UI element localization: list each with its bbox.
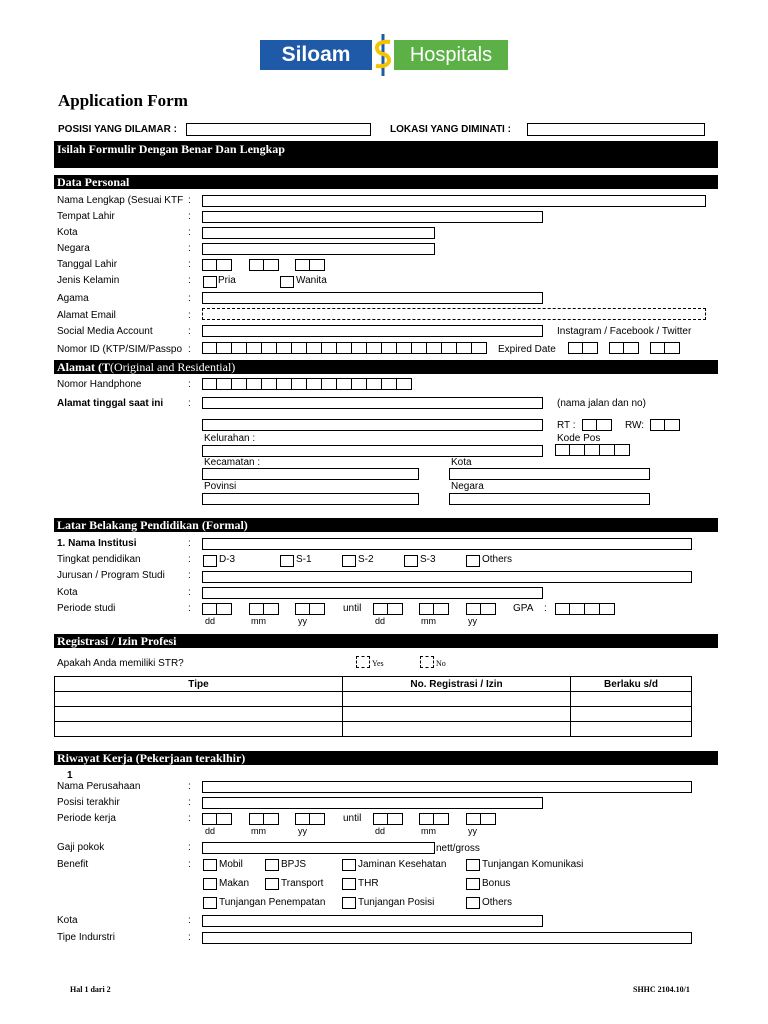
tipe-industri-input[interactable] bbox=[202, 932, 692, 944]
jenis-kelamin-label: Jenis Kelamin bbox=[57, 275, 120, 286]
benefit-thr-label: THR bbox=[358, 878, 379, 889]
dd-label: dd bbox=[375, 826, 386, 836]
posisi-input[interactable] bbox=[186, 123, 371, 136]
alamat-kota-label: Kota bbox=[451, 457, 472, 468]
expired-yy[interactable] bbox=[650, 342, 680, 354]
logo-left-block bbox=[260, 40, 372, 70]
negara-label: Negara bbox=[57, 243, 90, 254]
jurusan-label: Jurusan / Program Studi bbox=[57, 570, 165, 581]
colon: : bbox=[188, 538, 191, 549]
tanggal-lahir-mm[interactable] bbox=[249, 259, 279, 271]
kerja-start-yy[interactable] bbox=[295, 813, 325, 825]
pendidikan-kota-label: Kota bbox=[57, 587, 78, 598]
tempat-lahir-input[interactable] bbox=[202, 211, 543, 223]
colon: : bbox=[188, 293, 191, 304]
kota-input[interactable] bbox=[202, 227, 435, 239]
table-cell[interactable] bbox=[55, 722, 343, 737]
tanggal-lahir-yy[interactable] bbox=[295, 259, 325, 271]
colon: : bbox=[188, 797, 191, 808]
d3-label: D-3 bbox=[219, 554, 236, 565]
str-no-checkbox[interactable] bbox=[420, 656, 434, 668]
pria-checkbox[interactable] bbox=[203, 276, 217, 288]
kerja-start-dd[interactable] bbox=[202, 813, 232, 825]
benefit-makan-label: Makan bbox=[219, 878, 250, 889]
kerja-end-yy[interactable] bbox=[466, 813, 496, 825]
benefit-penempatan-checkbox[interactable] bbox=[203, 897, 217, 909]
colon: : bbox=[188, 344, 191, 355]
kerja-number: 1 bbox=[67, 770, 73, 781]
social-hint: Instagram / Facebook / Twitter bbox=[557, 326, 692, 337]
colon: : bbox=[188, 554, 191, 565]
s3-label: S-3 bbox=[420, 554, 436, 565]
nama-input[interactable] bbox=[202, 195, 706, 207]
colon: : bbox=[188, 195, 191, 206]
rt-cells[interactable] bbox=[582, 419, 612, 431]
table-header-tipe: Tipe bbox=[55, 677, 343, 692]
table-cell[interactable] bbox=[343, 722, 571, 737]
colon: : bbox=[188, 398, 191, 409]
nomor-id-label: Nomor ID (KTP/SIM/Passpo bbox=[57, 344, 183, 355]
colon: : bbox=[188, 587, 191, 598]
s3-checkbox[interactable] bbox=[404, 555, 418, 567]
benefit-komunikasi-label: Tunjangan Komunikasi bbox=[482, 859, 584, 870]
nomor-id-cells[interactable] bbox=[202, 342, 487, 354]
benefit-bpjs-label: BPJS bbox=[281, 859, 307, 870]
yy-label: yy bbox=[468, 826, 477, 836]
table-header-no-registrasi: No. Registrasi / Izin bbox=[343, 677, 571, 692]
kerja-end-mm[interactable] bbox=[419, 813, 449, 825]
logo-left-text: Siloam bbox=[281, 43, 351, 66]
studi-start-mm[interactable] bbox=[249, 603, 279, 615]
table-cell[interactable] bbox=[571, 692, 692, 707]
kodepos-label: Kode Pos bbox=[557, 433, 601, 444]
jalan-hint: (nama jalan dan no) bbox=[557, 398, 646, 409]
alamat-negara-label: Negara bbox=[451, 481, 484, 492]
str-question: Apakah Anda memiliki STR? bbox=[57, 658, 184, 669]
tingkat-label: Tingkat pendidikan bbox=[57, 554, 141, 565]
mm-label: mm bbox=[251, 616, 266, 626]
table-row bbox=[55, 722, 692, 737]
studi-start-dd[interactable] bbox=[202, 603, 232, 615]
rw-cells[interactable] bbox=[650, 419, 680, 431]
others-checkbox[interactable] bbox=[466, 555, 480, 567]
until-label: until bbox=[343, 603, 362, 614]
benefit-makan-checkbox[interactable] bbox=[203, 878, 217, 890]
benefit-thr-checkbox[interactable] bbox=[342, 878, 356, 890]
section-registrasi: Registrasi / Izin Profesi bbox=[54, 634, 718, 648]
colon: : bbox=[188, 259, 191, 270]
agama-input[interactable] bbox=[202, 292, 543, 304]
yy-label: yy bbox=[468, 616, 477, 626]
registrasi-table bbox=[54, 676, 692, 737]
dd-label: dd bbox=[205, 616, 216, 626]
kodepos-cells[interactable] bbox=[555, 444, 630, 456]
perusahaan-input[interactable] bbox=[202, 781, 692, 793]
gaji-input[interactable] bbox=[202, 842, 435, 854]
table-cell[interactable] bbox=[343, 692, 571, 707]
table-cell[interactable] bbox=[571, 707, 692, 722]
alamat-tinggal-input[interactable] bbox=[202, 397, 543, 409]
expired-mm[interactable] bbox=[609, 342, 639, 354]
page-title: Application Form bbox=[58, 91, 188, 110]
table-cell[interactable] bbox=[343, 707, 571, 722]
instruction-text: Isilah Formulir Dengan Benar Dan Lengkap bbox=[57, 142, 285, 156]
colon: : bbox=[188, 859, 191, 870]
benefit-others-checkbox[interactable] bbox=[466, 897, 480, 909]
colon: : bbox=[188, 842, 191, 853]
table-row bbox=[55, 707, 692, 722]
section-data-personal: Data Personal bbox=[54, 175, 718, 189]
provinsi-input[interactable] bbox=[202, 493, 419, 505]
colon: : bbox=[188, 211, 191, 222]
email-label: Alamat Email bbox=[57, 310, 116, 321]
lokasi-label: LOKASI YANG DIMINATI : bbox=[390, 124, 511, 135]
email-input[interactable] bbox=[202, 308, 706, 320]
gaji-label: Gaji pokok bbox=[57, 842, 105, 853]
periode-kerja-label: Periode kerja bbox=[57, 813, 116, 824]
benefit-bonus-label: Bonus bbox=[482, 878, 511, 889]
social-label: Social Media Account bbox=[57, 326, 153, 337]
table-cell[interactable] bbox=[55, 707, 343, 722]
benefit-transport-label: Transport bbox=[281, 878, 324, 889]
handphone-label: Nomor Handphone bbox=[57, 379, 142, 390]
benefit-posisi-label: Tunjangan Posisi bbox=[358, 897, 435, 908]
studi-start-yy[interactable] bbox=[295, 603, 325, 615]
benefit-bpjs-checkbox[interactable] bbox=[265, 859, 279, 871]
d3-checkbox[interactable] bbox=[203, 555, 217, 567]
benefit-posisi-checkbox[interactable] bbox=[342, 897, 356, 909]
str-no-label: No bbox=[436, 659, 446, 668]
mm-label: mm bbox=[251, 826, 266, 836]
s2-checkbox[interactable] bbox=[342, 555, 356, 567]
benefit-label: Benefit bbox=[57, 859, 89, 870]
agama-label: Agama bbox=[57, 293, 89, 304]
lokasi-input[interactable] bbox=[527, 123, 705, 136]
posisi-terakhir-label: Posisi terakhir bbox=[57, 797, 120, 808]
kerja-until-label: until bbox=[343, 813, 362, 824]
expired-dd[interactable] bbox=[568, 342, 598, 354]
tipe-industri-label: Tipe Indurstri bbox=[57, 932, 115, 943]
colon: : bbox=[188, 932, 191, 943]
colon: : bbox=[188, 813, 191, 824]
alamat-tinggal-label: Alamat tinggal saat ini bbox=[57, 398, 164, 409]
posisi-terakhir-input[interactable] bbox=[202, 797, 543, 809]
siloam-logo bbox=[260, 40, 508, 70]
s1-checkbox[interactable] bbox=[280, 555, 294, 567]
s2-label: S-2 bbox=[358, 554, 374, 565]
benefit-mobil-label: Mobil bbox=[219, 859, 243, 870]
str-yes-label: Yes bbox=[372, 659, 384, 668]
benefit-others-label: Others bbox=[482, 897, 513, 908]
benefit-penempatan-label: Tunjangan Penempatan bbox=[219, 897, 326, 908]
perusahaan-label: Nama Perusahaan bbox=[57, 781, 141, 792]
benefit-transport-checkbox[interactable] bbox=[265, 878, 279, 890]
kecamatan-input[interactable] bbox=[202, 468, 419, 480]
pria-label: Pria bbox=[218, 275, 236, 286]
rw-label: RW: bbox=[625, 420, 645, 431]
table-header-berlaku: Berlaku s/d bbox=[571, 677, 692, 692]
gpa-label: GPA bbox=[513, 603, 534, 614]
benefit-mobil-checkbox[interactable] bbox=[203, 859, 217, 871]
colon: : bbox=[188, 275, 191, 286]
kelurahan-label: Kelurahan : bbox=[204, 433, 256, 444]
colon: : bbox=[188, 379, 191, 390]
kerja-kota-input[interactable] bbox=[202, 915, 543, 927]
tempat-lahir-label: Tempat Lahir bbox=[57, 211, 115, 222]
mm-label: mm bbox=[421, 826, 436, 836]
dd-label: dd bbox=[205, 826, 216, 836]
section-pendidikan: Latar Belakang Pendidikan (Formal) bbox=[54, 518, 718, 532]
rt-label: RT : bbox=[557, 420, 576, 431]
wanita-label: Wanita bbox=[296, 275, 327, 286]
tanggal-lahir-dd[interactable] bbox=[202, 259, 232, 271]
alamat-kota-input[interactable] bbox=[449, 468, 650, 480]
institusi-label: 1. Nama Institusi bbox=[57, 538, 137, 549]
posisi-label: POSISI YANG DILAMAR : bbox=[58, 124, 177, 135]
tanggal-lahir-label: Tanggal Lahir bbox=[57, 259, 118, 270]
table-cell[interactable] bbox=[55, 692, 343, 707]
others-label: Others bbox=[482, 554, 513, 565]
colon: : bbox=[188, 781, 191, 792]
studi-end-dd[interactable] bbox=[373, 603, 403, 615]
colon: : bbox=[188, 915, 191, 926]
kerja-start-mm[interactable] bbox=[249, 813, 279, 825]
colon: : bbox=[544, 603, 547, 614]
kota-label: Kota bbox=[57, 227, 78, 238]
pendidikan-kota-input[interactable] bbox=[202, 587, 543, 599]
periode-studi-label: Periode studi bbox=[57, 603, 116, 614]
benefit-komunikasi-checkbox[interactable] bbox=[466, 859, 480, 871]
kerja-kota-label: Kota bbox=[57, 915, 78, 926]
kecamatan-label: Kecamatan : bbox=[204, 457, 261, 468]
section-riwayat-kerja: Riwayat Kerja (Pekerjaan teraklhir) bbox=[54, 751, 718, 765]
studi-end-mm[interactable] bbox=[419, 603, 449, 615]
logo-right-text: Hospitals bbox=[409, 44, 493, 66]
jurusan-input[interactable] bbox=[202, 571, 692, 583]
colon: : bbox=[188, 603, 191, 614]
mm-label: mm bbox=[421, 616, 436, 626]
kelurahan-input[interactable] bbox=[202, 445, 543, 457]
social-input[interactable] bbox=[202, 325, 543, 337]
nama-label: Nama Lengkap (Sesuai KTF bbox=[57, 195, 184, 206]
institusi-input[interactable] bbox=[202, 538, 692, 550]
studi-end-yy[interactable] bbox=[466, 603, 496, 615]
table-cell[interactable] bbox=[571, 722, 692, 737]
gpa-cells[interactable] bbox=[555, 603, 615, 615]
colon: : bbox=[188, 326, 191, 337]
dd-label: dd bbox=[375, 616, 386, 626]
colon: : bbox=[188, 310, 191, 321]
instruction-banner bbox=[54, 141, 718, 168]
wanita-checkbox[interactable] bbox=[280, 276, 294, 288]
negara-input[interactable] bbox=[202, 243, 435, 255]
yy-label: yy bbox=[298, 616, 307, 626]
alamat-prefix: Alamat (T bbox=[57, 360, 110, 374]
provinsi-label: Povinsi bbox=[204, 481, 237, 492]
nett-label: nett/gross bbox=[436, 843, 480, 854]
expired-label: Expired Date bbox=[498, 344, 556, 355]
benefit-bonus-checkbox[interactable] bbox=[466, 878, 480, 890]
colon: : bbox=[188, 243, 191, 254]
logo-right-block bbox=[394, 40, 508, 70]
str-yes-checkbox[interactable] bbox=[356, 656, 370, 668]
alamat-negara-input[interactable] bbox=[449, 493, 650, 505]
page-number: Hal 1 dari 2 bbox=[70, 985, 111, 994]
kerja-end-dd[interactable] bbox=[373, 813, 403, 825]
colon: : bbox=[188, 227, 191, 238]
s1-label: S-1 bbox=[296, 554, 312, 565]
colon: : bbox=[188, 570, 191, 581]
alamat-suffix: (Original and Residential) bbox=[110, 360, 236, 374]
logo-symbol-icon bbox=[370, 32, 396, 78]
handphone-cells[interactable] bbox=[202, 378, 412, 390]
benefit-jaminan-checkbox[interactable] bbox=[342, 859, 356, 871]
alamat-tinggal-input-2[interactable] bbox=[202, 419, 543, 431]
table-row bbox=[55, 692, 692, 707]
benefit-jaminan-label: Jaminan Kesehatan bbox=[358, 859, 447, 870]
section-alamat bbox=[54, 360, 718, 374]
yy-label: yy bbox=[298, 826, 307, 836]
document-code: SHHC 2104.10/1 bbox=[633, 985, 690, 994]
